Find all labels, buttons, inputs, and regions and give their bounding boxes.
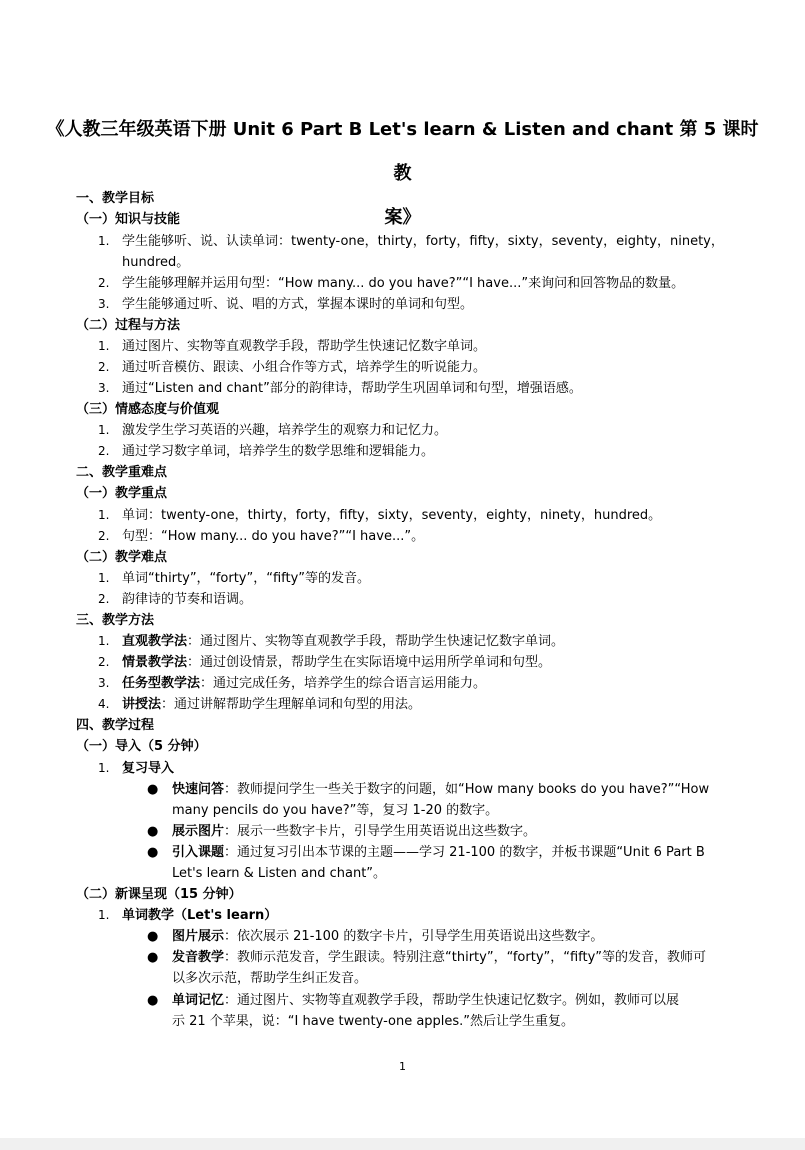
- list-number: 2.: [98, 592, 110, 606]
- section-heading: 四、教学过程: [76, 718, 155, 733]
- list-number: 1.: [98, 571, 110, 585]
- bullet-icon: ●: [147, 950, 159, 965]
- list-number: 1.: [98, 508, 110, 522]
- method-item: [122, 631, 564, 652]
- bullet-icon: ●: [147, 993, 159, 1008]
- bullet-continuation: many pencils do you have?”等，复习 1-20 的数字。: [172, 803, 499, 818]
- bullet-item: [172, 926, 603, 947]
- list-number: 3.: [98, 297, 110, 311]
- bullet-icon: ●: [147, 929, 159, 944]
- list-item: 通过“Listen and chant”部分的韵律诗，帮助学生巩固单词和句型，增强语感。: [122, 381, 582, 396]
- section-heading: 二、教学重难点: [76, 465, 168, 480]
- list-item: 通过听音模仿、跟读、小组合作等方式，培养学生的听说能力。: [122, 360, 487, 375]
- list-item: 单词“thirty”，“forty”，“fifty”等的发音。: [122, 571, 371, 586]
- method-label: 讲授法: [122, 697, 162, 712]
- list-number: 2.: [98, 529, 110, 543]
- bullet-label: 图片展示: [172, 929, 225, 944]
- list-number: 1.: [98, 908, 110, 922]
- method-item: [122, 673, 486, 694]
- method-text: ：通过图片、实物等直观教学手段，帮助学生快速记忆数字单词。: [187, 634, 565, 649]
- method-label: 任务型教学法: [122, 676, 201, 691]
- list-number: 1.: [98, 761, 110, 775]
- list-item: 学生能够理解并运用句型：“How many... do you have?”“I have...”来询问和回答物品的数量。: [122, 276, 685, 291]
- bullet-label: 展示图片: [172, 824, 225, 839]
- list-number: 2.: [98, 360, 110, 374]
- bullet-item: [172, 947, 706, 968]
- bullet-text: ：通过复习引出本节课的主题——学习 21-100 的数字，并板书课题“Unit 6 Part B: [224, 845, 705, 860]
- list-item: 句型：“How many... do you have?”“I have...”。: [122, 529, 425, 544]
- bullet-continuation: Let's learn & Listen and chant”。: [172, 866, 387, 881]
- method-text: ：通过创设情景，帮助学生在实际语境中运用所学单词和句型。: [187, 655, 552, 670]
- page-number: 1: [399, 1060, 406, 1073]
- list-item: 学生能够听、说、认读单词：twenty-one，thirty，forty，fifty，sixty，seventy，eighty，ninety，: [122, 234, 724, 249]
- list-item-continuation: hundred。: [122, 255, 190, 270]
- list-number: 1.: [98, 234, 110, 248]
- bullet-text: ：展示一些数字卡片，引导学生用英语说出这些数字。: [224, 824, 537, 839]
- method-text: ：通过完成任务，培养学生的综合语言运用能力。: [200, 676, 487, 691]
- list-number: 2.: [98, 276, 110, 290]
- bullet-text: ：通过图片、实物等直观教学手段，帮助学生快速记忆数字。例如，教师可以展: [224, 993, 680, 1008]
- list-number: 2.: [98, 444, 110, 458]
- subsection-heading: （三）情感态度与价值观: [76, 402, 220, 417]
- list-number: 4.: [98, 697, 110, 711]
- section-heading: 三、教学方法: [76, 613, 155, 628]
- subsection-heading: （一）知识与技能: [76, 212, 181, 227]
- bullet-text: ：依次展示 21-100 的数字卡片，引导学生用英语说出这些数字。: [224, 929, 604, 944]
- bullet-item: [172, 990, 679, 1011]
- list-item: 韵律诗的节奏和语调。: [122, 592, 253, 607]
- list-item: 单词：twenty-one，thirty，forty，fifty，sixty，seventy，eighty，ninety，hundred。: [122, 508, 662, 523]
- subsection-heading: （一）教学重点: [76, 486, 168, 501]
- list-number: 1.: [98, 423, 110, 437]
- subsection-heading: （一）导入（5 分钟）: [76, 739, 207, 754]
- list-number: 3.: [98, 381, 110, 395]
- bullet-icon: ●: [147, 782, 159, 797]
- bullet-label: 快速问答: [172, 782, 225, 797]
- list-number: 3.: [98, 676, 110, 690]
- subsection-heading: （二）教学难点: [76, 550, 168, 565]
- list-item: 通过学习数字单词，培养学生的数学思维和逻辑能力。: [122, 444, 435, 459]
- title-line-1: 《人教三年级英语下册 Unit 6 Part B Let's learn & Listen and chant 第 5 课时教: [46, 119, 759, 184]
- method-item: [122, 652, 551, 673]
- list-item: 激发学生学习英语的兴趣，培养学生的观察力和记忆力。: [122, 423, 448, 438]
- method-label: 情景教学法: [122, 655, 188, 670]
- bullet-continuation: 示 21 个苹果，说：“I have twenty-one apples.”然后让学生重复。: [172, 1014, 575, 1029]
- bullet-item: [172, 779, 732, 800]
- bullet-icon: ●: [147, 845, 159, 860]
- bullet-icon: ●: [147, 824, 159, 839]
- method-item: [122, 694, 421, 715]
- bullet-label: 单词记忆: [172, 993, 225, 1008]
- step-label: 复习导入: [122, 761, 175, 776]
- title-line-2: 案》: [384, 207, 421, 228]
- bullet-label: 发音教学: [172, 950, 225, 965]
- bullet-text: ：教师提问学生一些关于数字的问题，如“How many books do you have?”“How: [224, 782, 710, 797]
- bullet-item: [172, 842, 705, 863]
- list-number: 2.: [98, 655, 110, 669]
- bullet-text: ：教师示范发音，学生跟读。特别注意“thirty”，“forty”，“fifty”等的发音，教师可: [224, 950, 707, 965]
- method-label: 直观教学法: [122, 634, 188, 649]
- bullet-item: [172, 821, 536, 842]
- list-number: 1.: [98, 634, 110, 648]
- subsection-heading: （二）新课呈现（15 分钟）: [76, 887, 242, 902]
- list-number: 1.: [98, 339, 110, 353]
- section-heading: 一、教学目标: [76, 191, 155, 206]
- step-label: 单词教学（Let's learn）: [122, 908, 278, 923]
- list-item: 通过图片、实物等直观教学手段，帮助学生快速记忆数字单词。: [122, 339, 487, 354]
- method-text: ：通过讲解帮助学生理解单词和句型的用法。: [161, 697, 422, 712]
- subsection-heading: （二）过程与方法: [76, 318, 181, 333]
- list-item: 学生能够通过听、说、唱的方式，掌握本课时的单词和句型。: [122, 297, 474, 312]
- bullet-continuation: 以多次示范，帮助学生纠正发音。: [172, 971, 368, 986]
- bullet-label: 引入课题: [172, 845, 225, 860]
